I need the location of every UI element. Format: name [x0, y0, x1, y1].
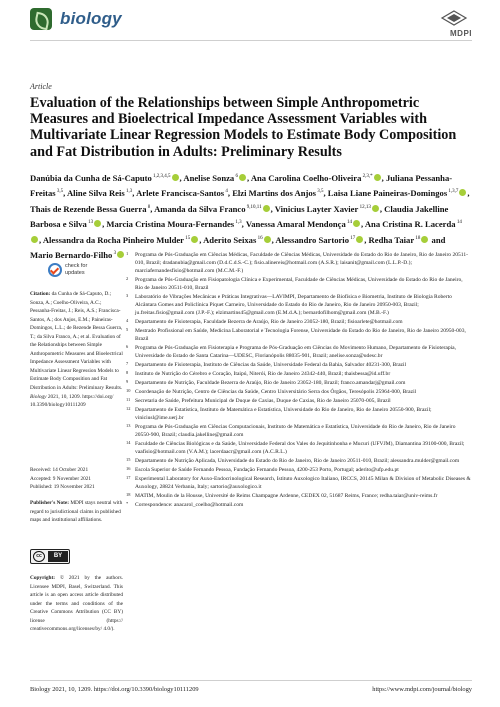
author-name: Vanessa Amaral Mendonça: [245, 219, 346, 230]
affiliation-number: 14: [126, 440, 131, 445]
publisher-note: [30, 499, 123, 525]
orcid-icon[interactable]: [117, 251, 124, 258]
publication-dates: [30, 466, 123, 492]
author-affiliation-marker: 3,5: [316, 189, 324, 195]
affiliation-text: Faculdade de Ciências Biológicas e da Saúde, Universidade Federal dos Vales do Jequitinhonha e Mucuri (UFVJM), Diamantina 39100-000, Brazil; vaafisio@hotmail.com (V.A.M.); lacerdaacr@gmail.com (A.C.R.L.): [135, 441, 465, 455]
author-name: Laisa Liane Paineiras-Domingos: [327, 188, 448, 199]
author-list: Danúbia da Cunha de Sá-Caputo $^{1,2,3,4,5}$ , Anelise Sonza $^6$ , Ana Carolina Coelho-Oliveira $^{2,3,*}$ , Juliana Pessanha-Freitas $^{3,5}$, Aline Silva Reis $^{1,3}$, Arlete Francisca-Santos $^4$, Elzi Martins dos Anjos $^{3,5}$, Laisa Liane Paineiras-Domingos $^{1,3,7}$ , Thais de Rezende Bessa Guerra $^8$, Amanda da Silva Franco $^{9,10,11}$ , Vinicius Layter Xavier $^{12,13}$ , Claudia Jakelline Barbosa e Silva $^{13}$ , Marcia Cristina Moura-Fernandes $^{1,3}$, Vanessa Amaral Mendonça $^{14}$ , Ana Cristina R. Lacerda $^{14}$, Alessandra da Rocha Pinheiro Mulder $^{15}$ , Aderito Seixas $^{16}$ , Alessandro Sartorio $^{17}$ , Redha Taiar $^{18}$ and Mario Bernardo-Filho $^3$: [30, 172, 470, 261]
orcid-icon[interactable]: [459, 189, 466, 196]
orcid-icon[interactable]: [353, 220, 360, 227]
author-affiliation-marker: 6: [234, 174, 238, 179]
leaf-icon: [30, 8, 52, 30]
affiliation-item: [126, 251, 472, 275]
by-icon: BY: [48, 551, 68, 562]
author-affiliation-marker: 16: [256, 235, 263, 241]
author-name: Alessandra da Rocha Pinheiro Mulder: [42, 234, 184, 245]
author-name: Danúbia da Cunha de Sá-Caputo: [30, 172, 152, 183]
cc-by-license-icon[interactable]: [30, 549, 70, 564]
affiliation-text: Laboratório de Vibrações Mecânicas e Práticas Integrativas—LAVIMPI, Departamento de Biofísica e Biometria, Instituto de Biologia Roberto Alcântara Gomes and Policlínica Piquet Carneiro, Universidade do Estado do Rio de Janeiro, Rio de Janeiro 20950-003, Brazil; ju.freitas.fisio@gmail.com (J.P.-F.); elzimartins45@gmail.com (E.M.d.A.); bernardofilhom@gmail.com (M.B.-F.): [135, 294, 452, 316]
affiliation-text: Programa de Pós-Graduação em Ciências Médicas, Faculdade de Ciências Médicas, Universidade do Estado do Rio de Janeiro, Rio de Janeiro 20511-010, Brazil; dradanubia@gmail.com (D.d.C.d.S.-C.); fisio.alinereis@hotmail.com (A.S.R.); laisanit@gmail.com (L.L.P.-D.); marciafernandesfisio@hotmail.com (M.C.M.-F.): [135, 252, 468, 274]
received-date: Received: 14 October 2021: [30, 467, 89, 473]
affiliation-text: Programa de Pós-Graduação em Fisioterapia e Programa de Pós-Graduação em Ciências do Movimento Humano, Departamento de Fisioterapia, Universidade do Estado de Santa Catarina—UDESC, Florianópolis 88035-901, Brazil; anelise.sonza@udesc.br: [135, 345, 457, 359]
author-affiliation-marker: 15: [184, 235, 191, 241]
affiliation-number: 4: [126, 318, 129, 323]
affiliation-number: 11: [126, 397, 131, 402]
affiliation-number: 12: [126, 406, 131, 411]
publisher-name: MDPI: [450, 29, 472, 38]
author-name: Redha Taiar: [368, 234, 415, 245]
affiliation-number: 6: [126, 344, 129, 349]
affiliation-item: [126, 406, 472, 422]
affiliation-text: Programa de Pós-Graduação em Ciências Computacionais, Instituto de Matemática e Estatística, Universidade do Rio de Janeiro, Rio de Janeiro 20550-900, Brazil; claudia.jakelline@gmail.com: [135, 424, 456, 438]
affiliation-number: 13: [126, 423, 131, 428]
affiliation-item: [126, 397, 472, 405]
author-name: Vinicius Layter Xavier: [274, 203, 359, 214]
author-affiliation-marker: 2,3,*: [361, 174, 373, 179]
affiliation-item: [126, 466, 472, 474]
author-affiliation-marker: 3,5: [55, 189, 64, 195]
affiliation-number: *: [126, 501, 129, 506]
orcid-icon[interactable]: [263, 205, 270, 212]
author-affiliation-marker: 14: [455, 220, 462, 226]
affiliation-item: [126, 276, 472, 292]
footer-citation: Biology 2021, 10, 1209. https://doi.org/10.3390/biology10111209: [30, 686, 199, 693]
author-name: Alessandro Sartorio: [275, 234, 349, 245]
author-affiliation-marker: 13: [86, 220, 94, 226]
affiliation-text: Instituto de Nutrição do Cérebro e Coração, Itaipú, Niterói, Rio de Janeiro 24342-440, Brazil; thaisbessa@id.uff.br: [135, 371, 391, 377]
citation-label: Citation:: [30, 291, 51, 297]
mdpi-logo-icon[interactable]: [436, 10, 472, 28]
author-affiliation-marker: 4: [224, 189, 228, 195]
check-updates-label: check for updates: [65, 263, 88, 276]
author-affiliation-marker: 18: [414, 235, 421, 241]
journal-header: [30, 8, 472, 36]
affiliation-item: [126, 423, 472, 439]
affiliation-text: MATIM, Moulin de la Housse, Université de Reims Champagne Ardenne, CEDEX 02, 51687 Reims, France; redha.taiar@univ-reims.fr: [135, 493, 438, 499]
author-name: Arlete Francisca-Santos: [136, 188, 225, 199]
affiliation-item: [126, 501, 472, 509]
orcid-icon[interactable]: [372, 205, 379, 212]
author-affiliation-marker: 3: [112, 251, 117, 257]
affiliation-number: 1: [126, 251, 129, 256]
author-name: Amanda da Silva Franco: [154, 203, 246, 214]
journal-name[interactable]: biology: [60, 9, 122, 28]
author-affiliation-marker: 9,10,11: [245, 204, 262, 210]
citation-block: [30, 290, 123, 410]
check-for-updates-button[interactable]: [30, 263, 88, 285]
affiliation-number: 8: [126, 370, 129, 375]
orcid-icon[interactable]: [264, 236, 271, 243]
orcid-icon[interactable]: [94, 220, 101, 227]
affiliation-number: 15: [126, 457, 131, 462]
footer-divider: [30, 680, 472, 681]
affiliation-text: Departamento de Estatística, Instituto de Matemática e Estatística, Universidade do Rio de Janeiro, Rio de Janeiro 20550-900, Brazil; viniciusl@ime.uerj.br: [135, 407, 432, 421]
author-affiliation-marker: 12,13: [358, 204, 371, 210]
affiliation-item: [126, 492, 472, 500]
affiliation-text: Coordenação de Nutrição, Centro de Ciências da Saúde, Centro Universitário Serra dos Órgãos, Teresópolis 25964-000, Brazil: [135, 389, 417, 395]
cc-icon: cc: [33, 551, 45, 562]
affiliation-text: Departamento de Fisioterapia, Instituto de Ciências da Saúde, Universidade Federal da Bahia, Salvador 40231-300, Brazil: [135, 362, 407, 368]
affiliation-number: 3: [126, 293, 129, 298]
author-affiliation-marker: 1,2,3,4,5: [151, 174, 171, 179]
affiliation-number: 7: [126, 361, 129, 366]
copyright-block: [30, 574, 123, 634]
copyright-label: Copyright:: [30, 575, 56, 581]
publisher-note-text: MDPI stays neutral with regard to jurisdictional claims in published maps and institutional affiliations.: [30, 500, 123, 524]
affiliation-item: [126, 388, 472, 396]
copyright-text: © 2021 by the authors. Licensee MDPI, Basel, Switzerland. This article is an open access article distributed under the terms and conditions of the Creative Commons Attribution (CC BY) license (https:// creativecommons.org/licenses/by/ 4.0/).: [30, 575, 123, 633]
orcid-icon[interactable]: [172, 174, 179, 181]
affiliation-text: Secretaria de Saúde, Prefeitura Municipal de Duque de Caxias, Duque de Caxias, Rio de Janeiro 25070-005, Brazil: [135, 398, 391, 404]
affiliation-item: [126, 318, 472, 326]
author-affiliation-marker: 1,3: [234, 220, 242, 226]
affiliation-text: Departamento de Nutrição, Faculdade Bezerra de Araújo, Rio de Janeiro 23052-180, Brazil; franco.amandarj@gmail.com: [135, 380, 406, 386]
affiliation-item: [126, 457, 472, 465]
affiliation-text: Departamento de Nutrição Aplicada, Universidade do Estado do Rio de Janeiro, Rio de Janeiro 20511-010, Brazil; alessandra.mulder@gmail.com: [135, 458, 460, 464]
affiliation-text: Programa de Pós-Graduação em Fisiopatologia Clínica e Experimental, Faculdade de Ciências Médicas, Universidade do Estado do Rio de Janeiro, Rio de Janeiro 20511-010, Brazil: [135, 277, 463, 291]
author-name: Claudia Jakelline Barbosa e Silva: [30, 203, 449, 230]
footer-journal-link[interactable]: https://www.mdpi.com/journal/biology: [372, 686, 472, 693]
orcid-icon[interactable]: [239, 174, 246, 181]
author-affiliation-marker: 14: [345, 220, 353, 226]
citation-doi-link[interactable]: 2021, 10, 1209. https://doi.org/ 10.3390/biology10111209: [30, 393, 114, 409]
author-name: Aderito Seixas: [203, 234, 257, 245]
affiliation-item: [126, 293, 472, 317]
affiliation-item: [126, 475, 472, 491]
orcid-icon[interactable]: [31, 236, 38, 243]
affiliation-text: Departamento de Fisioterapia, Faculdade Bezerra de Araújo, Rio de Janeiro 23052-180, Brazil; fisioarlete@hotmail.com: [135, 319, 403, 325]
orcid-icon[interactable]: [356, 236, 363, 243]
author-name: Elzi Martins dos Anjos: [232, 188, 316, 199]
author-name: Ana Carolina Coelho-Oliveira: [250, 172, 362, 183]
author-affiliation-marker: 1,3,7: [447, 189, 459, 195]
author-name: Ana Cristina R. Lacerda: [364, 219, 456, 230]
affiliation-text: Correspondence: anacarol_coelho@hotmail.com: [135, 502, 244, 508]
affiliation-item: [126, 379, 472, 387]
header-divider: [30, 40, 472, 41]
accepted-date: Accepted: 9 November 2021: [30, 475, 92, 482]
affiliation-number: 17: [126, 475, 131, 480]
author-name: Thais de Rezende Bessa Guerra: [30, 203, 147, 214]
affiliations-list: [126, 251, 472, 510]
affiliation-item: [126, 370, 472, 378]
affiliation-number: 2: [126, 276, 129, 281]
orcid-icon[interactable]: [421, 236, 428, 243]
article-type: Article: [30, 82, 52, 91]
author-name: Aline Silva Reis: [66, 188, 125, 199]
publisher-note-label: Publisher's Note:: [30, 500, 69, 506]
affiliation-item: [126, 344, 472, 360]
orcid-icon[interactable]: [374, 174, 381, 181]
affiliation-number: 10: [126, 388, 131, 393]
author-name: Anelise Sonza: [183, 172, 235, 183]
author-affiliation-marker: 17: [349, 235, 356, 241]
citation-body: da Cunha de Sá-Caputo, D.; Sonza, A.; Coelho-Oliveira, A.C.; Pessanha-Freitas, J.; Reis, A.S.; Francisca-Santos, A.; dos Anjos, E.M.; Paineiras-Domingos, L.L.; de Rezende Bessa Guerra, T.; da Silva Franco, A.; et al. Evaluation of the Relationships between Simple Anthropometric Measures and Bioelectrical Impedance Assessment Variables with Multivariate Linear Regression Models to Estimate Body Composition and Fat Distribution in Adults: Preliminary Results.: [30, 291, 123, 392]
citation-journal: Biology: [30, 393, 47, 400]
affiliation-text: Escola Superior de Saúde Fernando Pessoa, Fundação Fernando Pessoa, 4200-253 Porto, Portugal; aderito@ufp.edu.pt: [135, 467, 399, 473]
affiliation-item: [126, 327, 472, 343]
affiliation-item: [126, 440, 472, 456]
author-name: Juliana Pessanha-Freitas: [30, 172, 453, 199]
author-affiliation-marker: 1,3: [124, 189, 133, 195]
affiliation-number: 9: [126, 379, 129, 384]
affiliation-item: [126, 361, 472, 369]
affiliation-number: 5: [126, 327, 129, 332]
author-name: Marcia Cristina Moura-Fernandes: [106, 219, 235, 230]
author-affiliation-marker: 8: [146, 204, 151, 210]
affiliation-number: 18: [126, 492, 131, 497]
author-name: Mario Bernardo-Filho: [30, 250, 113, 261]
affiliation-number: 16: [126, 466, 131, 471]
published-date: Published: 19 November 2021: [30, 484, 95, 491]
orcid-icon[interactable]: [191, 236, 198, 243]
check-updates-icon: [48, 263, 62, 277]
affiliation-text: Experimental Laboratory for Auxo-Endocrinological Research, Istituto Auxologico Italiano, IRCCS, 20145 Milan & Division of Metabolic Diseases & Auxology, 28824 Verbania, Italy; sartorio@auxologico.it: [135, 476, 471, 490]
article-title: Evaluation of the Relationships between Simple Anthropometric Measures and Bioelectrical Impedance Assessment Variables with Multivariate Linear Regression Models to Estimate Body Composition and Fat Distribution in Adults: Preliminary Results: [30, 95, 457, 160]
affiliation-text: Mestrado Profissional em Saúde, Medicina Laboratorial e Tecnologia Forense, Universidade do Estado do Rio de Janeiro, Rio de Janeiro 20950-003, Brazil: [135, 328, 466, 342]
